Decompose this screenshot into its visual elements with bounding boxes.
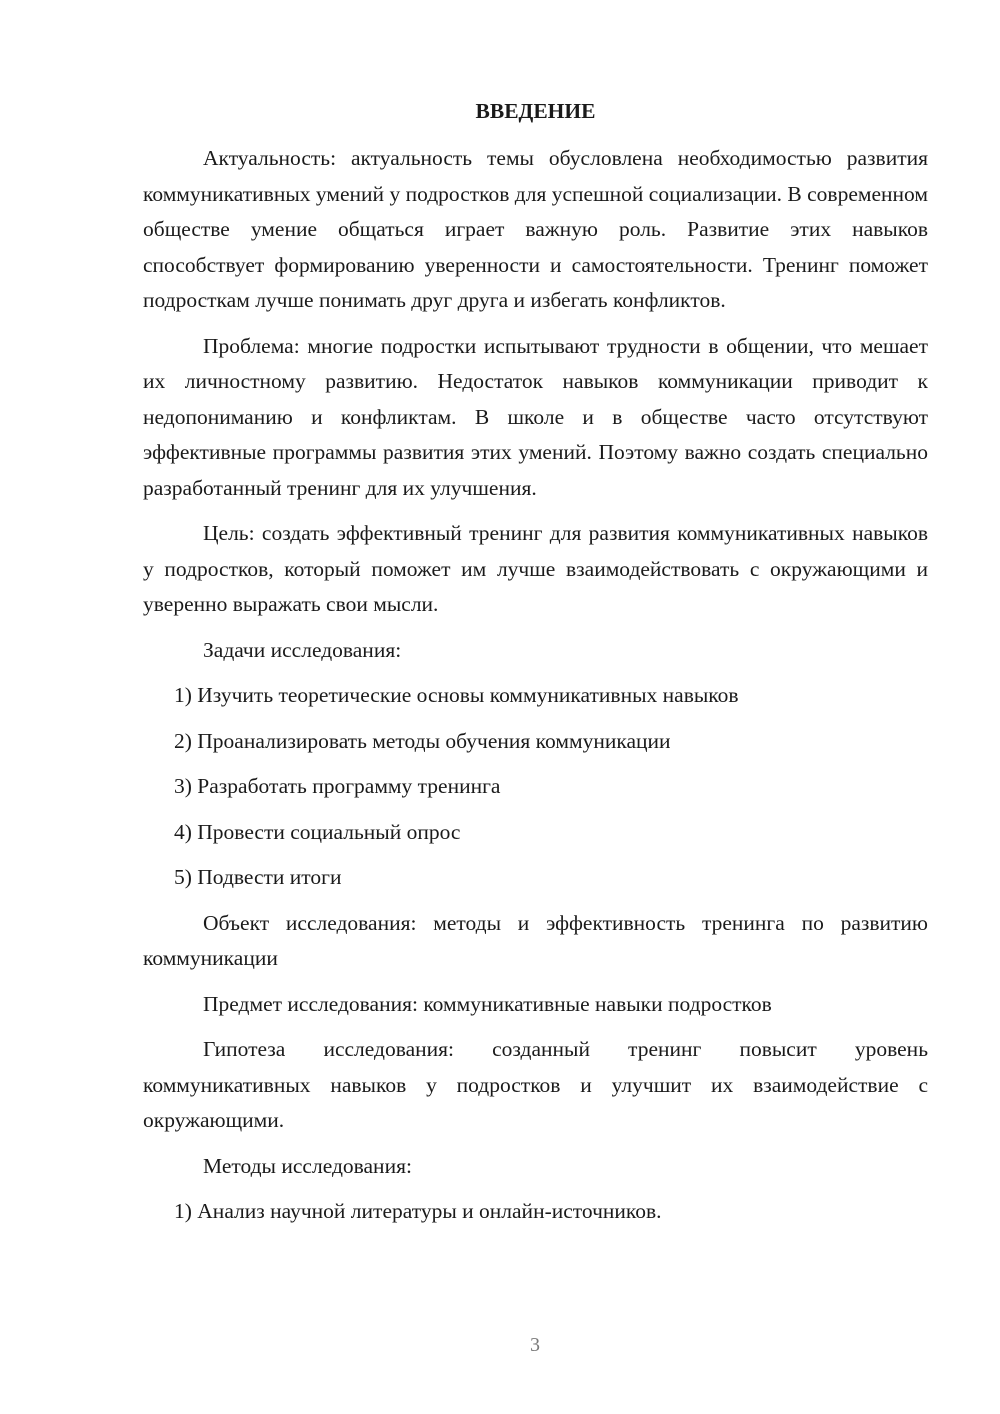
task-item: 4) Провести социальный опрос [174,819,461,844]
goal-paragraph: Цель: создать эффективный тренинг для развития коммуникативных навыков у подростков, который поможет им лучше взаимодействовать с окружающими и уверенно выражать свои мысли. [143,521,928,616]
relevance-paragraph: Актуальность: актуальность темы обусловлена необходимостью развития коммуникативных умений у подростков для успешной социализации. В современном обществе умение общаться играет важную роль. Развитие этих навыков способствует формированию уверенности и самостоятельности. Тренинг поможет подросткам лучше понимать друг друга и избегать конфликтов. [143,146,928,312]
methods-heading: Методы исследования: [203,1153,412,1178]
method-item: 1) Анализ научной литературы и онлайн-источников. [174,1199,662,1223]
task-item: 1) Изучить теоретические основы коммуникативных навыков [174,683,739,707]
object-paragraph: Объект исследования: методы и эффективность тренинга по развитию коммуникации [143,910,928,970]
subject-paragraph: Предмет исследования: коммуникативные навыки подростков [203,991,772,1016]
task-item: 2) Проанализировать методы обучения коммуникации [174,728,671,753]
problem-paragraph: Проблема: многие подростки испытывают трудности в общении, что мешает их личностному развитию. Недостаток навыков коммуникации приводит к недопониманию и конфликтам. В школе и в обществе часто отсутствуют эффективные программы развития этих умений. Поэтому важно создать специально разработанный тренинг для их улучшения. [143,333,928,500]
task-item: 5) Подвести итоги [174,865,342,889]
tasks-heading: Задачи исследования: [203,637,402,662]
page-content [143,94,928,1240]
hypothesis-paragraph: Гипотеза исследования: созданный тренинг повысит уровень коммуникативных навыков у подростков и улучшит их взаимодействие с окружающими. [143,1037,928,1132]
page-number: 3 [530,1334,540,1356]
section-title: ВВЕДЕНИЕ [475,99,596,123]
task-item: 3) Разработать программу тренинга [174,774,501,798]
